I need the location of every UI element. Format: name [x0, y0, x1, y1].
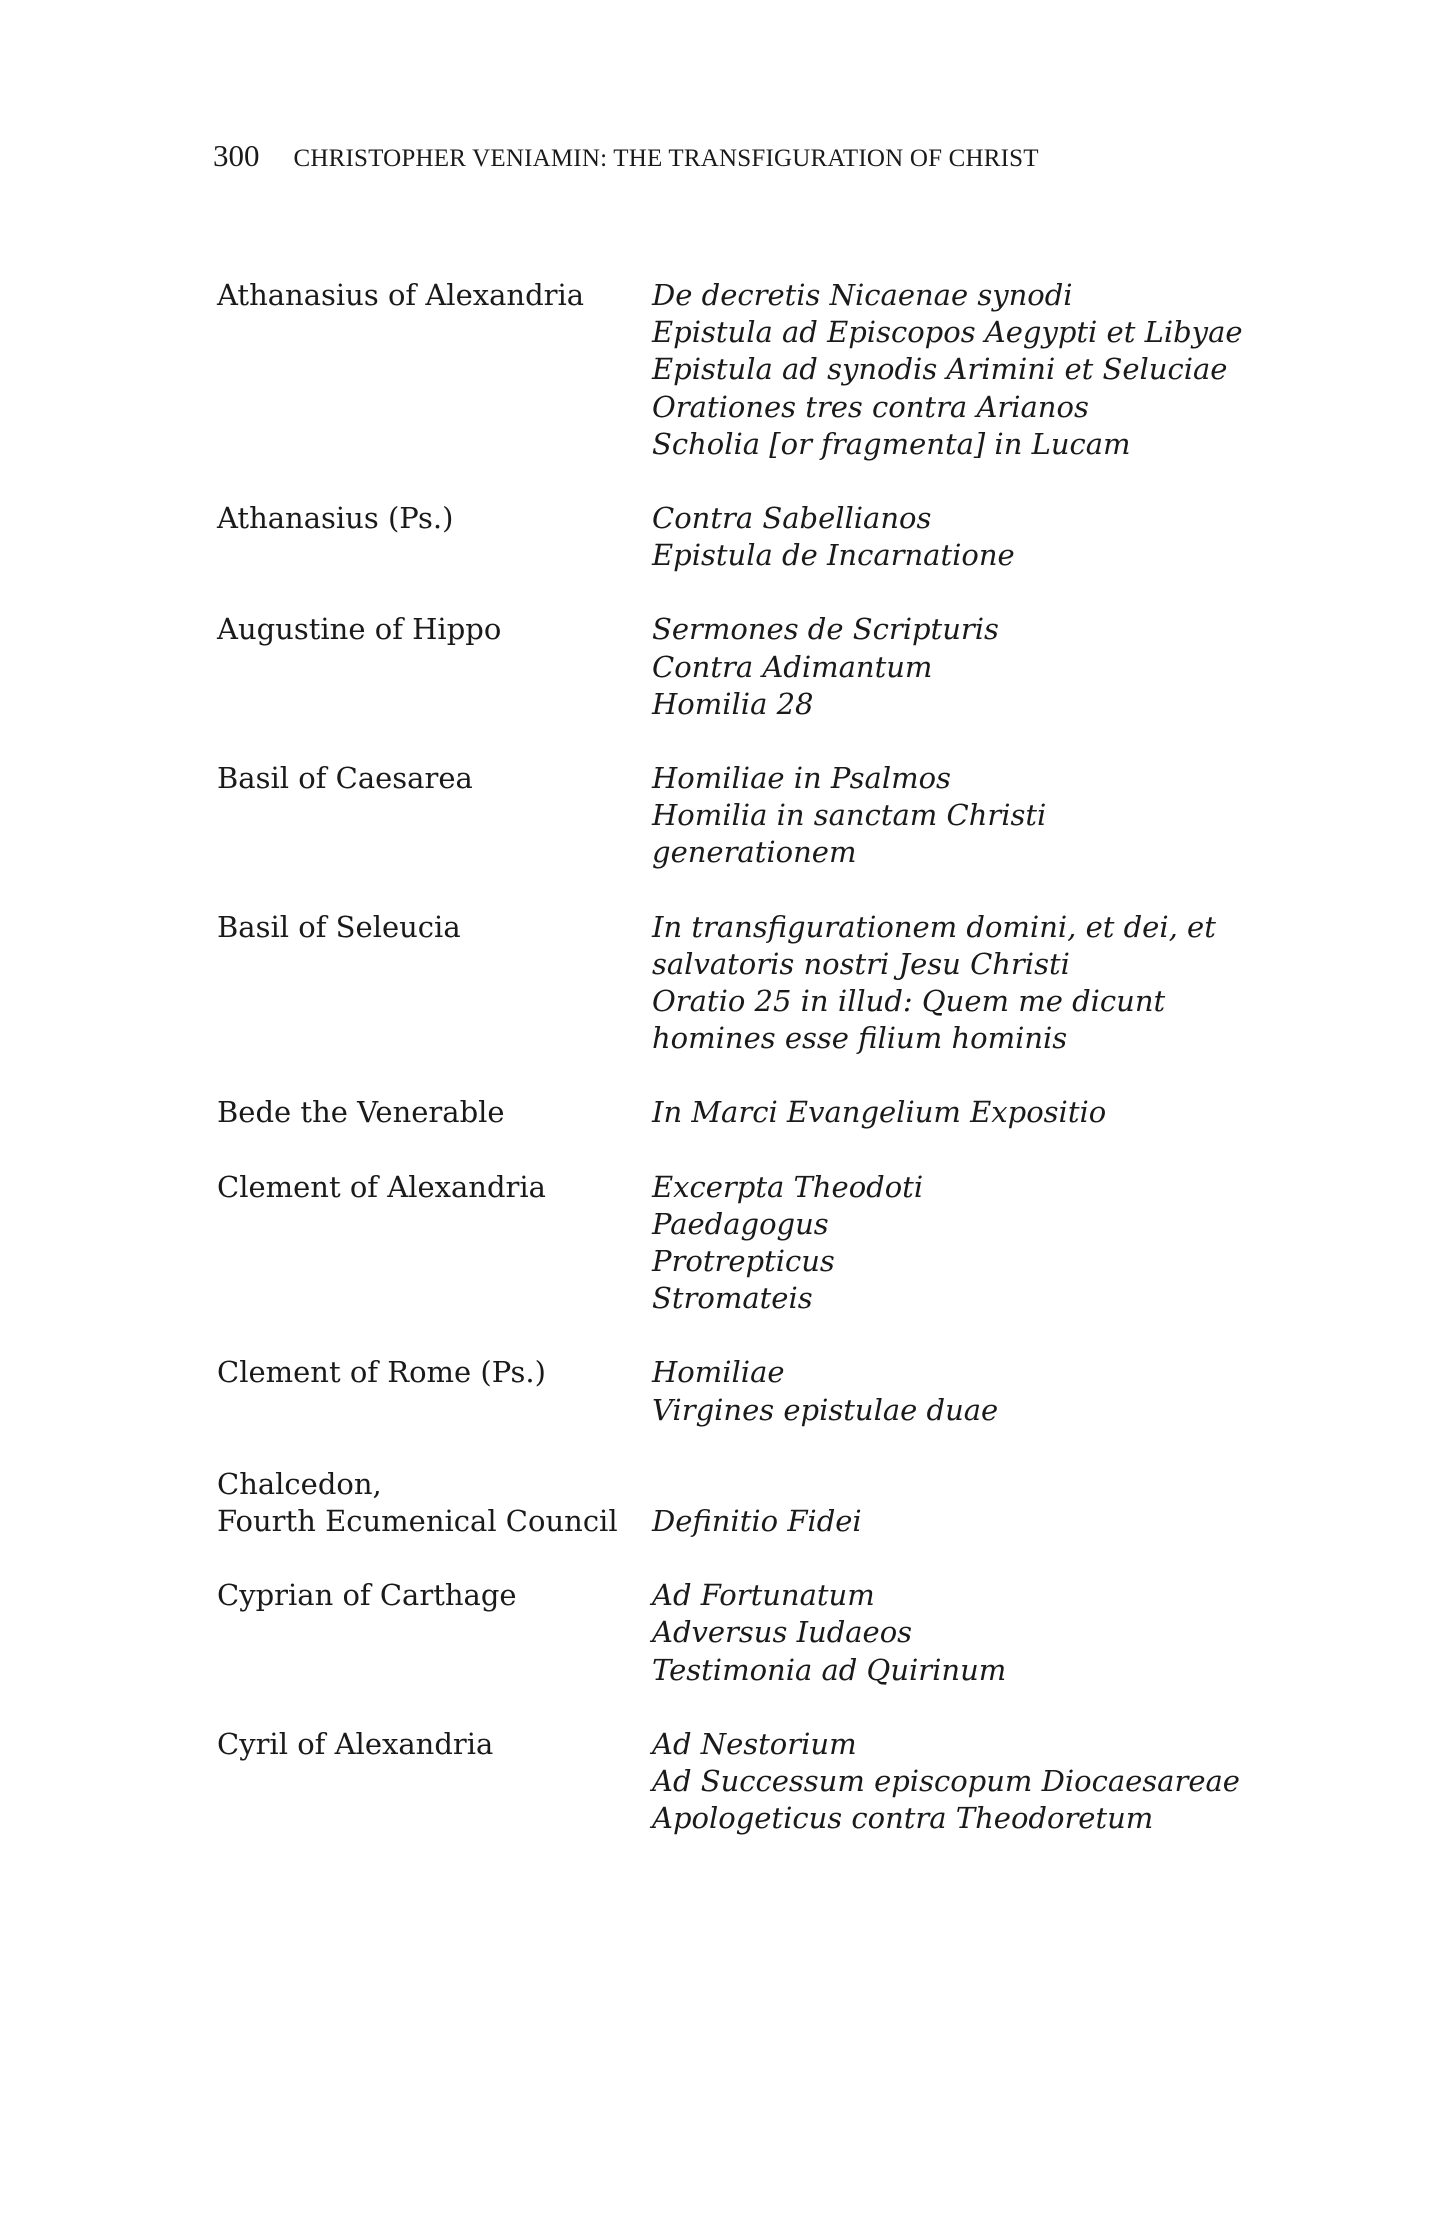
author-name: [217, 1466, 652, 1540]
entry-clement-of-alexandria: [217, 1169, 1257, 1318]
works-list: [652, 909, 1252, 1058]
entry-clement-of-rome-ps: [217, 1354, 1257, 1428]
work-title: Excerpta Theodoti: [652, 1169, 924, 1204]
work-title: De decretis Nicaenae synodi: [652, 278, 1073, 312]
work-title: Contra Adimantum: [652, 649, 933, 684]
work-title: Ad Fortunatum: [652, 1578, 875, 1613]
work-title: Homiliae: [652, 1355, 785, 1390]
page-number: 300: [213, 138, 260, 173]
author-line: Clement of Alexandria: [217, 1169, 546, 1204]
work-title: Definitio Fidei: [652, 1504, 862, 1539]
works-list: [652, 277, 1252, 463]
work-title: Homiliae in Psalmos: [652, 761, 951, 796]
work-title: Adversus Iudaeos: [652, 1615, 913, 1650]
author-name: [217, 760, 652, 797]
author-name: [217, 1169, 652, 1206]
works-list: [652, 500, 1252, 574]
entry-bede-the-venerable: [217, 1094, 1257, 1131]
work-title: In transfigurationem domini, et dei, et salvatoris nostri Jesu Christi: [652, 909, 1216, 981]
bibliography-list: [217, 277, 1257, 1875]
work-title: Apologeticus contra Theodoretum: [652, 1801, 1154, 1836]
work-title: Testimonia ad Quirinum: [652, 1652, 1007, 1687]
work-title: In Marci Evangelium Expositio: [652, 1095, 1107, 1130]
author-line: Bede the Venerable: [217, 1095, 505, 1130]
author-line: Cyprian of Carthage: [217, 1578, 517, 1613]
entry-basil-of-seleucia: [217, 909, 1257, 1058]
author-line: Augustine of Hippo: [217, 612, 502, 647]
work-title: Contra Sabellianos: [652, 501, 932, 536]
author-line: Chalcedon,: [217, 1466, 382, 1501]
work-title: Sermones de Scripturis: [652, 612, 999, 647]
author-name: [217, 500, 652, 537]
work-title: Stromateis: [652, 1281, 813, 1316]
author-name: [217, 1094, 652, 1131]
work-title: Homilia in sanctam Christi generationem: [652, 798, 1047, 870]
author-line: Cyril of Alexandria: [217, 1726, 494, 1761]
work-title: Epistula de Incarnatione: [652, 538, 1015, 573]
author-name: [217, 1354, 652, 1391]
works-list: [652, 611, 1252, 723]
works-list: [652, 1354, 1252, 1428]
author-name: [217, 909, 652, 946]
work-title: Homilia 28: [652, 686, 814, 721]
entry-chalcedon: [217, 1466, 1257, 1540]
entry-cyprian-of-carthage: [217, 1577, 1257, 1689]
works-list: [652, 1503, 1252, 1540]
work-title: Orationes tres contra Arianos: [652, 389, 1089, 424]
work-title: Ad Successum episcopum Diocaesareae: [652, 1764, 1240, 1799]
running-head-title: CHRISTOPHER VENIAMIN: THE TRANSFIGURATION OF CHRIST: [293, 145, 1039, 172]
work-title: Paedagogus: [652, 1206, 829, 1241]
works-list: [652, 760, 1252, 872]
author-line: Athanasius (Ps.): [217, 501, 454, 536]
work-title: Scholia [or fragmenta] in Lucam: [652, 426, 1131, 461]
works-list: [652, 1094, 1252, 1131]
entry-basil-of-caesarea: [217, 760, 1257, 872]
work-title: Ad Nestorium: [652, 1726, 857, 1761]
works-list: [652, 1169, 1252, 1318]
work-title: Protrepticus: [652, 1244, 835, 1279]
author-name: [217, 1726, 652, 1763]
work-title: Epistula ad Episcopos Aegypti et Libyae: [652, 315, 1243, 350]
running-header: [213, 138, 1039, 174]
work-title: Oratio 25 in illud: Quem me dicunt homines esse filium hominis: [652, 984, 1166, 1056]
work-title: Virgines epistulae duae: [652, 1392, 999, 1427]
works-list: [652, 1726, 1252, 1838]
author-line: Clement of Rome (Ps.): [217, 1355, 546, 1390]
author-line: Fourth Ecumenical Council: [217, 1504, 618, 1539]
author-line: Basil of Caesarea: [217, 761, 473, 796]
author-line: Athanasius of Alexandria: [217, 278, 585, 312]
entry-augustine-of-hippo: [217, 611, 1257, 723]
author-line: Basil of Seleucia: [217, 909, 461, 944]
entry-athanasius-ps: [217, 500, 1257, 574]
works-list: [652, 1577, 1252, 1689]
work-title: Epistula ad synodis Arimini et Seluciae: [652, 352, 1228, 387]
author-name: [217, 611, 652, 648]
author-name: [217, 1577, 652, 1614]
entry-cyril-of-alexandria: [217, 1726, 1257, 1838]
author-name: [217, 277, 652, 314]
entry-athanasius-of-alexandria: [217, 277, 1257, 463]
